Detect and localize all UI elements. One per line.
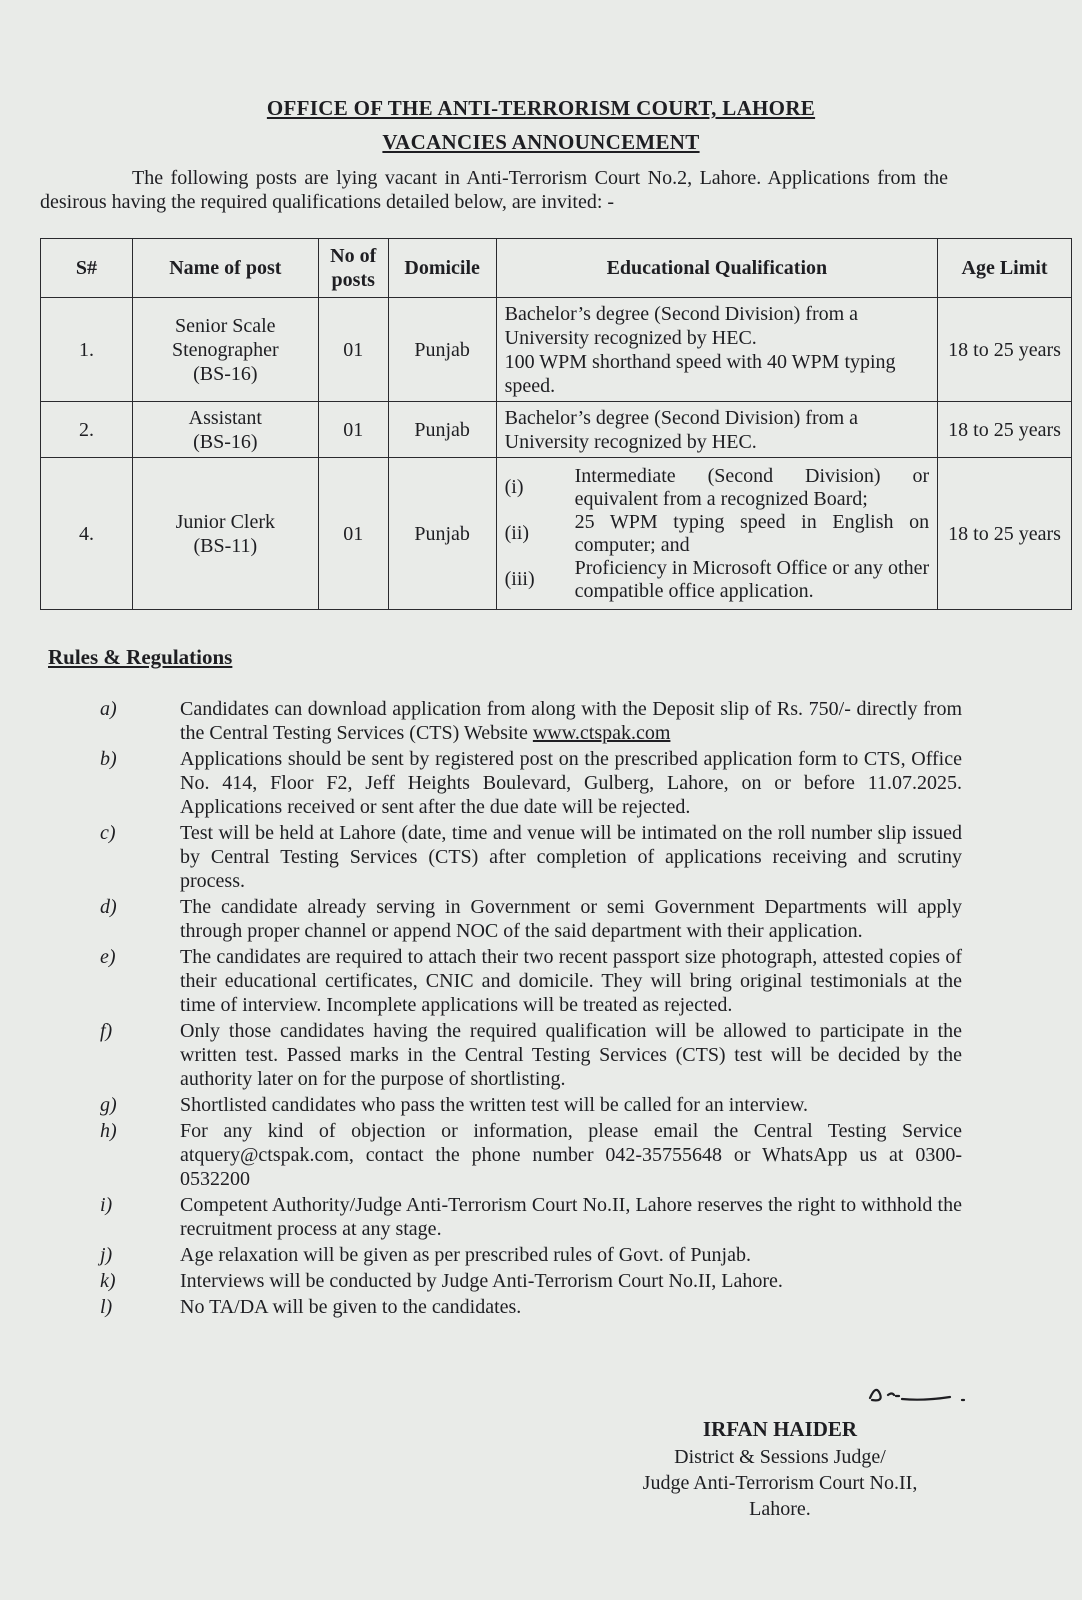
rule-letter: l) <box>100 1296 113 1318</box>
intro-paragraph <box>40 166 948 214</box>
rules-heading: Rules & Regulations <box>48 645 233 669</box>
row-post <box>132 402 318 458</box>
qualification-text: Intermediate (Second Division) or equivalent from a recognized Board; <box>574 464 930 510</box>
table-row <box>41 298 1072 402</box>
post-name-line: Stenographer <box>171 338 279 361</box>
rule-item <box>100 1295 962 1319</box>
table-header-row <box>41 239 1072 298</box>
intro-text: The following posts are lying vacant in Anti-Terrorism Court No.2, Lahore. Applications from the desirous having the required qualifications detailed below, are invited: - <box>40 167 948 213</box>
rule-letter: j) <box>100 1244 113 1266</box>
qualification-line: Bachelor’s degree (Second Division) from a University recognized by HEC. <box>504 302 859 349</box>
row-posts-count: 01 <box>318 298 388 402</box>
signatory-name: IRFAN HAIDER <box>702 1417 858 1441</box>
handwritten-signature <box>858 1378 978 1408</box>
rule-text-body: Candidates can download application from along with the Deposit slip of Rs. 750/- directly from the Central Testing Services (CTS) Website <box>180 698 962 744</box>
qualification-number: (iii) <box>504 568 535 590</box>
qualification-text: 25 WPM typing speed in English on computer; and <box>574 510 930 556</box>
post-name-line: Assistant <box>188 406 262 429</box>
rule-text: Competent Authority/Judge Anti-Terrorism Court No.II, Lahore reserves the right to withhold the recruitment process at any stage. <box>180 1194 962 1240</box>
qualification-line: Bachelor’s degree (Second Division) from a University recognized by HEC. <box>504 406 859 453</box>
header-domicile: Domicile <box>388 239 496 298</box>
rule-text: No TA/DA will be given to the candidates. <box>180 1296 522 1318</box>
post-name-line: Junior Clerk <box>175 510 276 533</box>
rule-item <box>100 1093 962 1117</box>
signatory-block <box>610 1416 950 1522</box>
row-posts-count: 01 <box>318 402 388 458</box>
rule-item <box>100 747 962 819</box>
header-sno: S# <box>41 239 133 298</box>
cts-website-link[interactable]: www.ctspak.com <box>532 722 671 744</box>
rule-letter: i) <box>100 1194 113 1216</box>
rule-item <box>100 1119 962 1191</box>
rule-text: Age relaxation will be given as per prescribed rules of Govt. of Punjab. <box>180 1244 751 1266</box>
announcement-title: VACANCIES ANNOUNCEMENT <box>382 130 700 154</box>
row-domicile: Punjab <box>388 298 496 402</box>
row-age-limit: 18 to 25 years <box>938 298 1072 402</box>
header-post: Name of post <box>132 239 318 298</box>
row-posts-count: 01 <box>318 458 388 610</box>
rule-letter: b) <box>100 748 117 770</box>
row-domicile: Punjab <box>388 402 496 458</box>
table-row <box>41 458 1072 610</box>
rule-item <box>100 1019 962 1091</box>
signatory-designation: Judge Anti-Terrorism Court No.II, <box>642 1472 918 1494</box>
rule-item <box>100 1193 962 1241</box>
row-qualification <box>496 458 937 610</box>
qualification-number: (i) <box>504 476 524 498</box>
rule-item <box>100 821 962 893</box>
signatory-designation: District & Sessions Judge/ <box>674 1446 886 1468</box>
rule-item <box>100 945 962 1017</box>
qualification-item <box>505 557 929 603</box>
post-grade: (BS-11) <box>193 534 258 557</box>
post-grade: (BS-16) <box>193 362 258 385</box>
qualification-item <box>505 465 929 511</box>
post-name-line: Senior Scale <box>175 314 276 337</box>
qualification-text: Proficiency in Microsoft Office or any other compatible office application. <box>574 556 930 602</box>
row-qualification <box>496 298 937 402</box>
row-domicile: Punjab <box>388 458 496 610</box>
rule-text: The candidates are required to attach their two recent passport size photograph, attested copies of their educational certificates, CNIC and domicile. They will bring original testimonials at the time of interview. Incomplete applications will be treated as rejected. <box>180 946 962 1016</box>
rule-letter: k) <box>100 1270 116 1292</box>
table-row <box>41 402 1072 458</box>
rule-text <box>180 697 962 745</box>
rule-letter: h) <box>100 1120 117 1142</box>
row-post <box>132 298 318 402</box>
rule-letter: g) <box>100 1094 117 1116</box>
row-sno: 2. <box>41 402 133 458</box>
rule-text: Applications should be sent by registered post on the prescribed application form to CTS, Office No. 414, Floor F2, Jeff Heights Boulevard, Gulberg, Lahore, on or before 11.07.2025. Applications received or sent after the due date will be rejected. <box>180 748 962 818</box>
rule-letter: d) <box>100 896 117 918</box>
post-grade: (BS-16) <box>193 430 258 453</box>
rule-text: Interviews will be conducted by Judge Anti-Terrorism Court No.II, Lahore. <box>180 1270 783 1292</box>
rule-text: The candidate already serving in Government or semi Government Departments will apply through proper channel or append NOC of the said department with their application. <box>180 896 962 942</box>
rule-letter: e) <box>100 946 116 968</box>
header-age: Age Limit <box>938 239 1072 298</box>
office-title: OFFICE OF THE ANTI-TERRORISM COURT, LAHORE <box>266 96 816 120</box>
row-sno: 4. <box>41 458 133 610</box>
row-post <box>132 458 318 610</box>
qualification-list <box>505 465 929 603</box>
rule-item <box>100 895 962 943</box>
row-qualification <box>496 402 937 458</box>
qualification-item <box>505 511 929 557</box>
rule-text: Shortlisted candidates who pass the written test will be called for an interview. <box>180 1094 808 1116</box>
row-age-limit: 18 to 25 years <box>938 402 1072 458</box>
rule-letter: a) <box>100 698 117 720</box>
vacancies-table <box>40 238 1072 610</box>
rule-letter: c) <box>100 822 116 844</box>
signatory-location: Lahore. <box>749 1498 811 1520</box>
rule-text: For any kind of objection or information, please email the Central Testing Service atquery@ctspak.com, contact the phone number 042-35755648 or WhatsApp us at 0300-0532200 <box>180 1120 962 1190</box>
rule-item <box>100 1243 962 1267</box>
rule-letter: f) <box>100 1020 113 1042</box>
header-no-posts: No of posts <box>318 239 388 298</box>
rule-item <box>100 697 962 745</box>
row-sno: 1. <box>41 298 133 402</box>
row-age-limit: 18 to 25 years <box>938 458 1072 610</box>
rule-text: Only those candidates having the required qualification will be allowed to participate in the written test. Passed marks in the Central Testing Services (CTS) test will be decided by the authority later on for the purpose of shortlisting. <box>180 1020 962 1090</box>
qualification-line: 100 WPM shorthand speed with 40 WPM typing speed. <box>504 350 896 397</box>
header-qualification: Educational Qualification <box>496 239 937 298</box>
rule-item <box>100 1269 962 1293</box>
rule-text: Test will be held at Lahore (date, time and venue will be intimated on the roll number slip issued by Central Testing Services (CTS) after completion of applications receiving and scrutiny process. <box>180 822 962 892</box>
rules-list <box>100 697 962 1321</box>
qualification-number: (ii) <box>504 522 530 544</box>
